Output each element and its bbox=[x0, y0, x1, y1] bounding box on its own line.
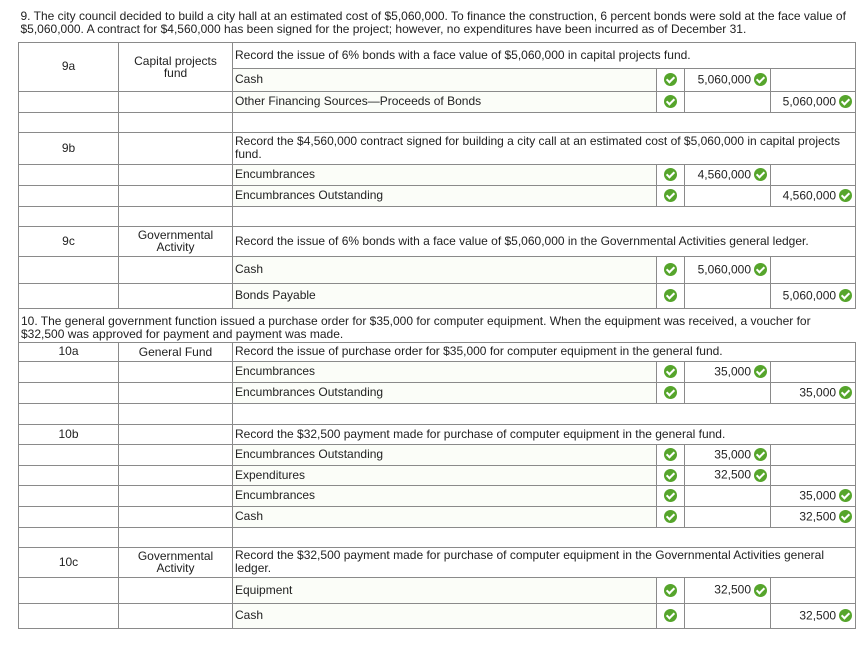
debit-cell[interactable] bbox=[685, 68, 771, 91]
check-circle-icon bbox=[839, 489, 852, 502]
entry-10c-header-row bbox=[19, 547, 856, 577]
journal-line bbox=[19, 577, 856, 603]
journal-line bbox=[19, 185, 856, 206]
blank-cell bbox=[19, 91, 119, 112]
credit-cell[interactable] bbox=[771, 603, 856, 628]
credit-cell[interactable] bbox=[771, 164, 856, 185]
journal-line bbox=[19, 465, 856, 485]
debit-amount: 32,500 bbox=[714, 582, 751, 597]
problem-9-intro: 9. The city council decided to build a city hall at an estimated cost of $5,060,000. To finance the construction, 6 percent bonds were sold at the face value of $5,060,000. A contract for $4,560,000 has been signed for the project; however, no expenditures have been incurred as of December 31. bbox=[20, 8, 846, 36]
journal-line bbox=[19, 506, 856, 527]
debit-cell[interactable] bbox=[685, 444, 771, 465]
journal-line bbox=[19, 164, 856, 185]
credit-cell[interactable] bbox=[771, 283, 856, 308]
credit-amount: 4,560,000 bbox=[782, 188, 837, 203]
account-field[interactable]: Encumbrances Outstanding bbox=[233, 185, 657, 206]
debit-cell[interactable] bbox=[685, 256, 771, 283]
credit-cell[interactable] bbox=[771, 185, 856, 206]
check-circle-icon bbox=[754, 365, 767, 378]
entry-9a-header-row bbox=[19, 42, 856, 68]
fund-label bbox=[119, 132, 233, 164]
debit-cell[interactable] bbox=[685, 283, 771, 308]
debit-amount: 5,060,000 bbox=[697, 72, 751, 87]
problem-9-intro-row bbox=[19, 4, 856, 42]
account-field[interactable]: Encumbrances Outstanding bbox=[233, 382, 657, 403]
check-circle-icon bbox=[664, 189, 677, 202]
debit-cell[interactable] bbox=[685, 506, 771, 527]
check-circle-icon bbox=[839, 95, 852, 108]
credit-cell[interactable] bbox=[771, 361, 856, 382]
credit-amount: 35,000 bbox=[799, 488, 837, 503]
check-circle-icon bbox=[839, 189, 852, 202]
fund-label: Governmental Activity bbox=[119, 547, 233, 577]
debit-amount: 35,000 bbox=[714, 447, 751, 462]
credit-amount: 32,500 bbox=[799, 509, 837, 524]
entry-description: Record the issue of purchase order for $35,000 for computer equipment in the general fund. bbox=[233, 342, 856, 361]
debit-amount: 4,560,000 bbox=[697, 167, 751, 182]
entry-id: 9a bbox=[19, 42, 119, 91]
account-field[interactable]: Encumbrances bbox=[233, 485, 657, 506]
check-circle-icon bbox=[664, 609, 677, 622]
journal-line bbox=[19, 283, 856, 308]
entry-9c-header-row bbox=[19, 226, 856, 256]
journal-line bbox=[19, 603, 856, 628]
journal-line bbox=[19, 361, 856, 382]
check-circle-icon bbox=[839, 386, 852, 399]
entry-10b-header-row bbox=[19, 424, 856, 444]
journal-line bbox=[19, 256, 856, 283]
entry-description: Record the issue of 6% bonds with a face value of $5,060,000 in the Governmental Activities general ledger. bbox=[233, 226, 856, 256]
account-field[interactable]: Cash bbox=[233, 506, 657, 527]
check-circle-icon bbox=[664, 584, 677, 597]
entry-description: Record the issue of 6% bonds with a face value of $5,060,000 in capital projects fund. bbox=[233, 42, 856, 68]
entry-9b-header-row bbox=[19, 132, 856, 164]
journal-line bbox=[19, 485, 856, 506]
credit-cell[interactable] bbox=[771, 465, 856, 485]
check-circle-icon bbox=[664, 448, 677, 461]
problem-10-intro: 10. The general government function issued a purchase order for $35,000 for computer equipment. When the equipment was received, a voucher for $32,500 was approved for payment and payment was made. bbox=[19, 308, 856, 342]
journal-line bbox=[19, 91, 856, 112]
check-circle-icon bbox=[754, 168, 767, 181]
check-circle-icon bbox=[664, 365, 677, 378]
problem-10-intro-row bbox=[19, 308, 856, 342]
account-field[interactable]: Cash bbox=[233, 68, 657, 91]
check-circle-icon bbox=[839, 609, 852, 622]
debit-amount: 35,000 bbox=[714, 364, 751, 379]
entry-id: 10b bbox=[19, 424, 119, 444]
credit-cell[interactable] bbox=[771, 68, 856, 91]
spacer-row bbox=[19, 206, 856, 226]
entry-id: 10c bbox=[19, 547, 119, 577]
entry-description: Record the $32,500 payment made for purchase of computer equipment in the general fund. bbox=[233, 424, 856, 444]
check-circle-icon bbox=[839, 289, 852, 302]
journal-line bbox=[19, 444, 856, 465]
check-circle-icon bbox=[664, 510, 677, 523]
debit-amount: 32,500 bbox=[714, 467, 751, 482]
debit-cell[interactable] bbox=[685, 91, 771, 112]
credit-amount: 32,500 bbox=[799, 608, 837, 623]
account-field[interactable]: Cash bbox=[233, 603, 657, 628]
check-circle-icon bbox=[664, 289, 677, 302]
credit-amount: 35,000 bbox=[799, 385, 837, 400]
debit-cell[interactable] bbox=[685, 603, 771, 628]
spacer-row bbox=[19, 112, 856, 132]
credit-cell[interactable] bbox=[771, 444, 856, 465]
credit-cell[interactable] bbox=[771, 577, 856, 603]
credit-amount: 5,060,000 bbox=[782, 94, 837, 109]
debit-cell[interactable] bbox=[685, 185, 771, 206]
entry-description: Record the $4,560,000 contract signed for building a city call at an estimated cost of $5,060,000 in capital projects fund. bbox=[233, 132, 856, 164]
credit-amount: 5,060,000 bbox=[782, 288, 837, 303]
account-field[interactable]: Cash bbox=[233, 256, 657, 283]
spacer-row bbox=[19, 527, 856, 547]
check-circle-icon bbox=[664, 489, 677, 502]
entry-id: 10a bbox=[19, 342, 119, 361]
blank-cell bbox=[119, 91, 233, 112]
account-field[interactable]: Other Financing Sources—Proceeds of Bonds bbox=[233, 91, 657, 112]
journal-line bbox=[19, 382, 856, 403]
fund-label bbox=[119, 424, 233, 444]
account-field[interactable]: Encumbrances bbox=[233, 361, 657, 382]
entry-10a-header-row bbox=[19, 342, 856, 361]
debit-cell[interactable] bbox=[685, 164, 771, 185]
check-circle-icon bbox=[664, 469, 677, 482]
credit-cell[interactable] bbox=[771, 485, 856, 506]
fund-label: General Fund bbox=[119, 342, 233, 361]
credit-cell[interactable] bbox=[771, 91, 856, 112]
credit-cell[interactable] bbox=[771, 506, 856, 527]
debit-cell[interactable] bbox=[685, 485, 771, 506]
account-field[interactable]: Encumbrances Outstanding bbox=[233, 444, 657, 465]
check-circle-icon bbox=[664, 168, 677, 181]
debit-cell[interactable] bbox=[685, 361, 771, 382]
check-circle-icon bbox=[664, 73, 677, 86]
check-circle-icon bbox=[754, 448, 767, 461]
journal-entries-table bbox=[18, 4, 856, 629]
spacer-row bbox=[19, 403, 856, 424]
credit-cell[interactable] bbox=[771, 382, 856, 403]
account-field[interactable]: Encumbrances bbox=[233, 164, 657, 185]
account-field[interactable]: Expenditures bbox=[233, 465, 657, 485]
check-circle-icon bbox=[664, 263, 677, 276]
fund-label: Governmental Activity bbox=[119, 226, 233, 256]
credit-cell[interactable] bbox=[771, 256, 856, 283]
check-circle-icon bbox=[754, 469, 767, 482]
check-circle-icon bbox=[664, 386, 677, 399]
debit-cell[interactable] bbox=[685, 382, 771, 403]
check-circle-icon bbox=[839, 510, 852, 523]
check-circle-icon bbox=[754, 584, 767, 597]
account-field[interactable]: Bonds Payable bbox=[233, 283, 657, 308]
check-circle-icon bbox=[754, 73, 767, 86]
entry-id: 9b bbox=[19, 132, 119, 164]
check-circle-icon bbox=[754, 263, 767, 276]
account-field[interactable]: Equipment bbox=[233, 577, 657, 603]
debit-cell[interactable] bbox=[685, 465, 771, 485]
check-circle-icon bbox=[664, 95, 677, 108]
entry-id: 9c bbox=[19, 226, 119, 256]
debit-cell[interactable] bbox=[685, 577, 771, 603]
fund-label: Capital projects fund bbox=[119, 42, 233, 91]
debit-amount: 5,060,000 bbox=[697, 262, 751, 277]
entry-description: Record the $32,500 payment made for purchase of computer equipment in the Governmental Activities general ledger. bbox=[233, 547, 856, 577]
